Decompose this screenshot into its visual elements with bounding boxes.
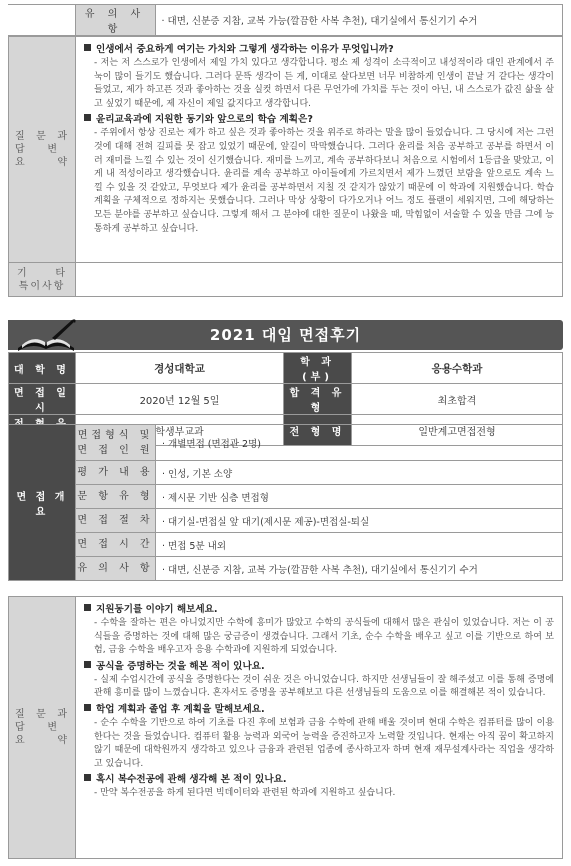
overview-row-label: 문 항 유 형 [76, 485, 156, 509]
result-value: 최초합격 [352, 384, 563, 415]
notes-table-top [8, 4, 563, 36]
answer-text: - 수학을 잘하는 편은 아니었지만 수학에 흥미가 많았고 수학의 공식들에 대해서 많은 관심이 있었습니다. 저는 이 공식들을 증명하는 것에 대해 많은 궁금증이 생겼습니다. 그래서 기초, 순수 수학을 배우고 싶고 이를 기반으로 하여 보험, 금융 수학을 배우고자 응용 수학과에 지원하게 되었습니다. [94, 618, 554, 656]
notes-value: · 대면, 신분증 지참, 교복 가능(깔끔한 사복 추천), 대기실에서 통신기기 수거 [155, 5, 563, 36]
answer-text: - 저는 저 스스로가 인생에서 제일 가치 있다고 생각합니다. 평소 제 성격이 소극적이고 내성적이라 대인 관계에서 주눅이 많이 들기도 했습니다. 그러다 문뜩 생각이 든 게, 이대로 살다보면 너무 비참하게 인생이 끝날 거 같다는 생각이 들었고, 제가 하고픈 것과 좋아하는 것을 실컷 하면서 다른 무언가에 가치를 두는 것이 아닌, 내 스스로가 값진 삶을 살고 싶었기 때문에, 제 자신이 제일 값지다고 생각합니다. [94, 58, 554, 109]
qa-item [84, 772, 554, 801]
question-text: 학업 계획과 졸업 후 계획을 말해보세요. [96, 703, 265, 715]
overview-row-value: · 개별면접 (면접관 2명) [156, 425, 563, 461]
etc-value [76, 263, 563, 297]
qa-content-2 [76, 597, 563, 859]
overview-row-label: 면 접 절 차 [76, 509, 156, 533]
overview-row-value: · 인성, 기본 소양 [156, 461, 563, 485]
overview-table [8, 424, 563, 581]
answer-text: - 실제 수업시간에 공식을 증명한다는 것이 쉬운 것은 아니었습니다. 하지만 선생님들이 잘 해주셨고 이를 통해 증명에 관해 흥미를 많이 느꼈습니다. 혼자서도 증명을 공부해보고 다른 선생님들의 도움으로 이를 해결해본 적이 있습니다. [94, 674, 554, 699]
date-value: 2020년 12월 5일 [76, 384, 284, 415]
banner-title: 2021 대입 면접후기 [209, 326, 362, 344]
overview-row-label: 평 가 내 용 [76, 461, 156, 485]
qa-item [84, 42, 554, 111]
qa-label-2: 질 문 과 답 변 요 약 [9, 597, 76, 859]
univ-label: 대 학 명 [9, 353, 76, 384]
square-bullet-icon [84, 704, 91, 711]
answer-text: - 순수 수학을 기반으로 하여 기초를 다진 후에 보험과 금융 수학에 관해 배울 것이며 현대 수학은 컴퓨터를 많이 이용한다는 것을 들었습니다. 컴퓨터 활용 능력과 외국어 능력을 증진하고자 노력할 것입니다. 현재는 아직 꿈이 확고하지 않기 때문에 대학원까지 생각하고 있으나 금융과 관련된 업종에 종사하고자 하며 현재 재무설계사라는 직업을 생각하고 있습니다. [94, 717, 554, 769]
notes-label: 유 의 사 항 [75, 5, 155, 36]
etc-label: 기 타 특이사항 [9, 263, 76, 297]
qa-block-2 [8, 596, 563, 859]
dept-value: 응용수학과 [352, 353, 563, 384]
section-banner [8, 318, 563, 352]
qa-item [84, 602, 554, 658]
answer-text: - 만약 복수전공을 하게 된다면 빅데이터와 관련된 학과에 지원하고 싶습니다. [94, 788, 396, 799]
overview-row-value: · 대기실-면접실 앞 대기(제시문 제공)-면접실-퇴실 [156, 509, 563, 533]
overview-row-label: 면접형식 및 면 접 인 원 [76, 425, 156, 461]
qa-item [84, 112, 554, 236]
result-label: 합 격 유 형 [284, 384, 352, 415]
square-bullet-icon [84, 604, 91, 611]
question-text: 혹시 복수전공에 관해 생각해 본 적이 있나요. [96, 774, 287, 786]
qa-content-1 [76, 37, 563, 263]
overview-row-value: · 면접 5분 내외 [156, 533, 563, 557]
qa-label-1: 질 문 과 답 변 요 약 [9, 37, 76, 263]
question-text: 윤리교육과에 지원한 동기와 앞으로의 학습 계획은? [96, 114, 313, 126]
type-value: 학생부교과 [76, 415, 284, 446]
qa-item [84, 702, 554, 771]
date-label: 면 접 일 시 [9, 384, 76, 415]
dept-label: 학 과 (부) [284, 353, 352, 384]
overview-row-label: 유 의 사 항 [76, 557, 156, 581]
overview-label: 면 접 개 요 [9, 425, 76, 581]
overview-row-value: · 제시문 기반 심층 면접형 [156, 485, 563, 509]
question-text: 공식을 증명하는 것을 해본 적이 있나요. [96, 660, 265, 672]
question-text: 지원동기를 이야기 해보세요. [96, 604, 218, 615]
track-value: 일반계고면접전형 [352, 415, 563, 446]
square-bullet-icon [84, 661, 91, 668]
square-bullet-icon [84, 774, 91, 781]
overview-row-label: 면 접 시 간 [76, 533, 156, 557]
qa-block-1 [8, 36, 563, 297]
question-text: 인생에서 중요하게 여기는 가치와 그렇게 생각하는 이유가 무엇입니까? [96, 44, 394, 55]
qa-item [84, 659, 554, 701]
square-bullet-icon [84, 44, 91, 51]
overview-row-value: · 대면, 신분증 지참, 교복 가능(깔끔한 사복 추천), 대기실에서 통신기기 수거 [156, 557, 563, 581]
track-label: 전 형 명 [284, 415, 352, 446]
univ-value: 경성대학교 [76, 353, 284, 384]
square-bullet-icon [84, 114, 91, 121]
answer-text: - 주위에서 항상 진로는 제가 하고 싶은 것과 좋아하는 것을 위주로 하라는 말을 많이 들었습니다. 그 당시에 저는 그런 것에 대해 전혀 길피를 못 잡고 있었기 때문에, 앞길이 막막했습니다. 그러다 윤리를 처음 공부하고 공부를 하면서 이러 재미를 느낄 수 있는 것이 신기했습니다. 재미를 느끼고, 계속 공부하다보니 처음으로 시험에서 1등급을 맞았고, 이게 내 적성이라고 생각했습니다. 윤리를 계속 공부하고 아이들에게 가르치면서 제가 느꼈던 보람을 앞으로도 계속 느낄 수 있을 것 같았고, 무엇보다 제가 윤리를 공부하면서 지칠 것 같지가 않았기 때문에 이 학과에 지원했습니다. 학습 계획을 구체적으로 정하지는 못했습니다. 그러나 막상 상황이 다가오거나 어느 정도 플랜이 세워지면, 그에 해당하는 모든 분야를 공부하고 싶습니다. 그렇게 해서 그 분야에 대한 질문이 나왔을 때, 막힘없이 서술할 수 있을 만큼 그에 능통하게 공부하고 싶습니다. [94, 128, 554, 234]
